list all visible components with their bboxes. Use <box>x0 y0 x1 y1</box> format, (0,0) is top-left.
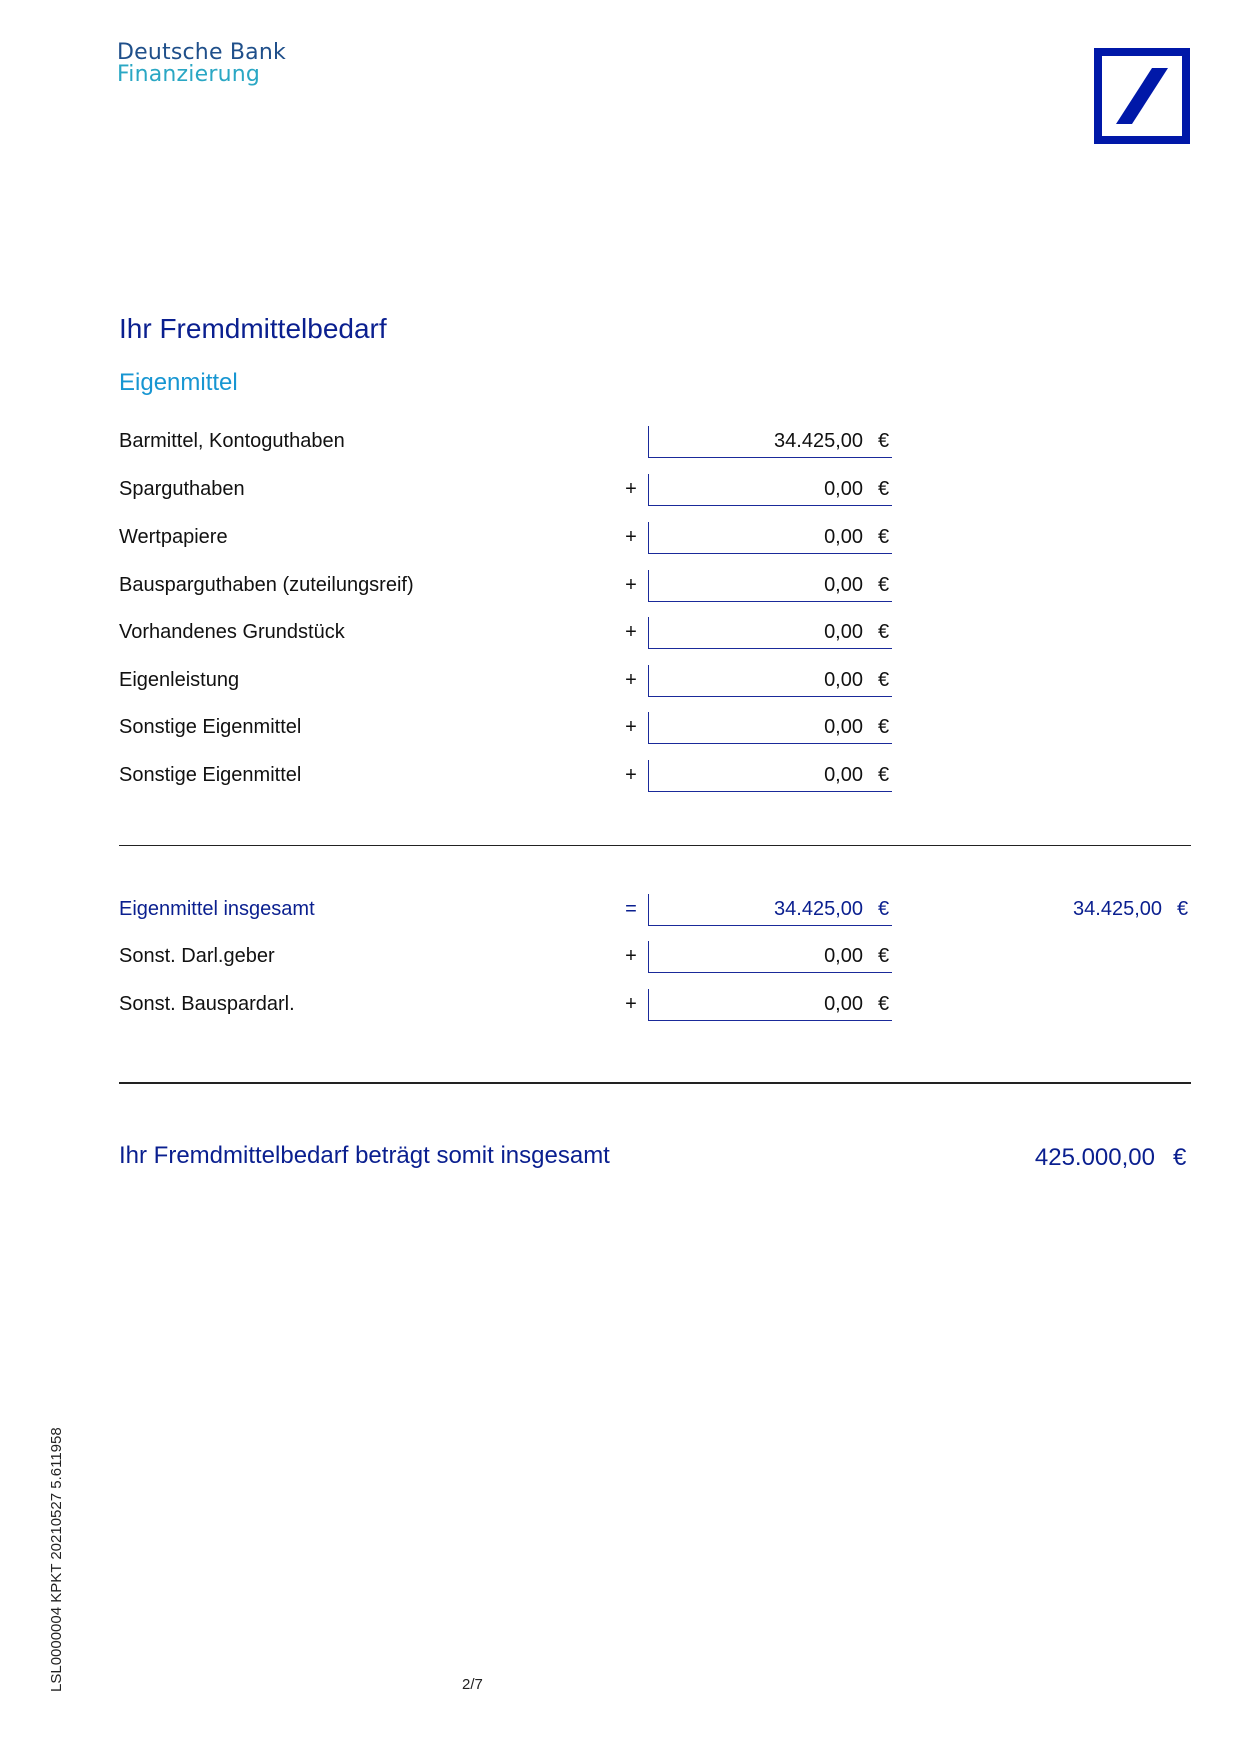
item-value: 0,00 <box>824 669 863 691</box>
currency-symbol: € <box>878 716 890 738</box>
item-operator: + <box>625 478 637 500</box>
item-row <box>0 760 1241 794</box>
item-value: 0,00 <box>824 764 863 786</box>
extra-value: 0,00 <box>824 993 863 1015</box>
item-value: 0,00 <box>824 478 863 500</box>
item-label: Barmittel, Kontoguthaben <box>119 430 345 452</box>
brand-line-1: Deutsche Bank <box>117 40 286 65</box>
item-value: 0,00 <box>824 526 863 548</box>
summary-divider-line <box>119 1082 1191 1084</box>
item-label: Sparguthaben <box>119 478 245 500</box>
currency-symbol: € <box>878 478 890 500</box>
item-label: Sonstige Eigenmittel <box>119 764 302 786</box>
total-label: Eigenmittel insgesamt <box>119 898 315 920</box>
item-operator: + <box>625 669 637 691</box>
item-label: Vorhandenes Grundstück <box>119 621 345 643</box>
item-row <box>0 665 1241 699</box>
extra-operator: + <box>625 945 637 967</box>
item-value: 0,00 <box>824 574 863 596</box>
total-row <box>0 894 1241 928</box>
currency-symbol: € <box>878 993 890 1015</box>
item-value: 0,00 <box>824 621 863 643</box>
final-label: Ihr Fremdmittelbedarf beträgt somit insgesamt <box>119 1142 610 1169</box>
total-operator: = <box>625 898 637 920</box>
item-label: Wertpapiere <box>119 526 228 548</box>
page-title: Ihr Fremdmittelbedarf <box>119 313 387 344</box>
item-label: Bausparguthaben (zuteilungsreif) <box>119 574 414 596</box>
currency-symbol: € <box>878 898 890 920</box>
item-operator: + <box>625 716 637 738</box>
item-row <box>0 712 1241 746</box>
item-label: Eigenleistung <box>119 669 240 691</box>
item-operator: + <box>625 574 637 596</box>
item-row <box>0 617 1241 651</box>
extra-operator: + <box>625 993 637 1015</box>
currency-symbol: € <box>878 764 890 786</box>
currency-symbol: € <box>878 574 890 596</box>
total-value: 34.425,00 <box>774 898 863 920</box>
item-operator: + <box>625 621 637 643</box>
extra-row <box>0 989 1241 1023</box>
document-code: LSL0000004 KPKT 20210527 5.611958 <box>48 1427 65 1692</box>
extra-label: Sonst. Bauspardarl. <box>119 993 295 1015</box>
extra-label: Sonst. Darl.geber <box>119 945 275 967</box>
brand-line-2: Finanzierung <box>117 62 261 88</box>
extra-row <box>0 941 1241 975</box>
item-row <box>0 570 1241 604</box>
item-row <box>0 426 1241 460</box>
item-value: 0,00 <box>824 716 863 738</box>
item-operator: + <box>625 764 637 786</box>
final-value: 425.000,00 <box>1034 1144 1155 1171</box>
brand-name <box>117 42 286 87</box>
total-right-value: 34.425,00 <box>1073 898 1162 920</box>
item-row <box>0 474 1241 508</box>
extra-value: 0,00 <box>824 945 863 967</box>
divider-line <box>119 845 1191 846</box>
page-number: 2/7 <box>462 1676 483 1693</box>
currency-symbol: € <box>1177 898 1189 920</box>
currency-symbol: € <box>878 526 890 548</box>
section-title-eigenmittel: Eigenmittel <box>119 369 238 396</box>
item-label: Sonstige Eigenmittel <box>119 716 302 738</box>
currency-symbol: € <box>878 945 890 967</box>
currency-symbol: € <box>878 430 890 452</box>
deutsche-bank-slash-logo-icon <box>1094 48 1190 144</box>
currency-symbol: € <box>1173 1144 1187 1171</box>
currency-symbol: € <box>878 621 890 643</box>
currency-symbol: € <box>878 669 890 691</box>
item-value: 34.425,00 <box>774 430 863 452</box>
item-operator: + <box>625 526 637 548</box>
item-row <box>0 522 1241 556</box>
